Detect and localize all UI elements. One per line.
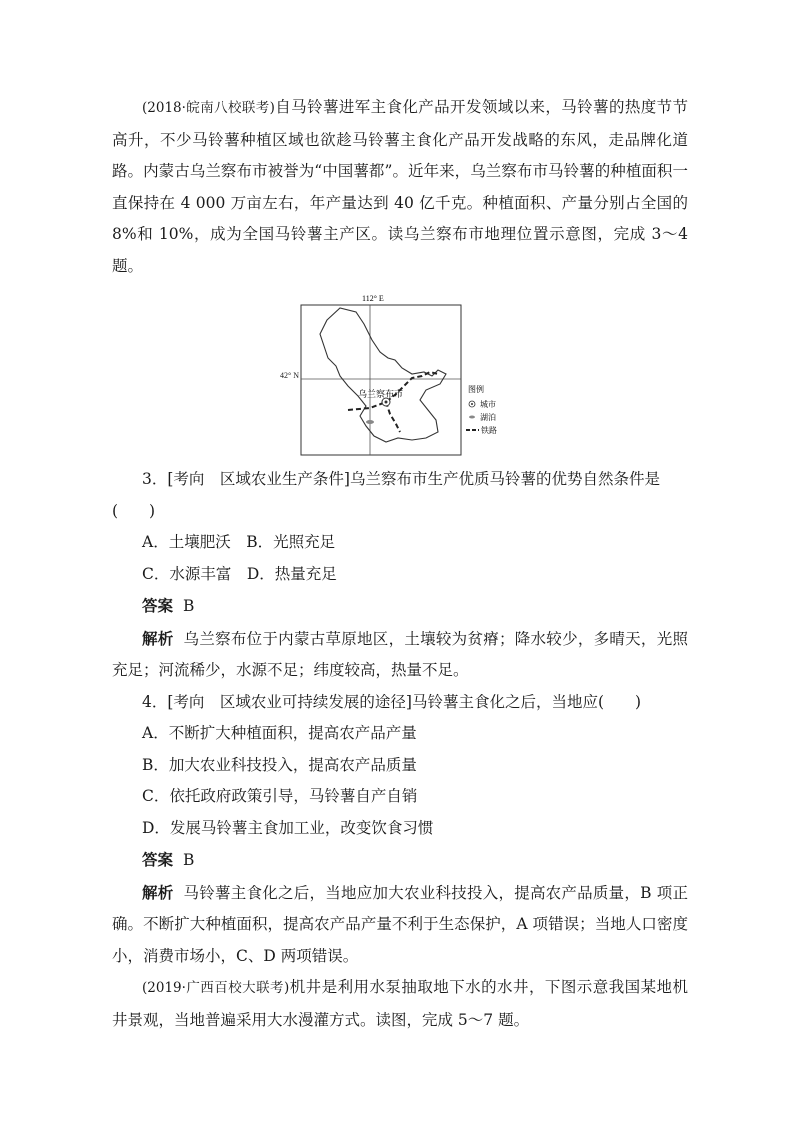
legend-lake-label: 湖泊 <box>480 413 496 422</box>
q3-blank: ( ) <box>112 501 156 520</box>
longitude-label: 112° E <box>362 294 384 303</box>
q4-option-d: D．发展马铃薯主食加工业，改变饮食习惯 <box>142 818 434 837</box>
q3-analysis <box>112 623 688 687</box>
lake-shape <box>366 420 374 424</box>
ulanqab-location-map <box>112 290 688 460</box>
source-note: (2018·皖南八校联考) <box>142 100 275 116</box>
intro-text: 机井是利用水泵抽取地下水的水井，下图示意我国某地机井景观，当地普遍采用大水漫灌方式。读图，完成 5～7 题。 <box>112 978 688 1029</box>
q3-options-row-2: C．水源丰富 D．热量充足 <box>142 564 337 583</box>
legend-title: 图例 <box>468 385 484 394</box>
analysis-text: 马铃薯主食化之后，当地应加大农业科技投入，提高农产品质量，B 项正确。不断扩大种植面积，提高农产品产量不利于生态保护，A 项错误；当地人口密度小，消费市场小，C、D 两项错误。 <box>112 883 688 965</box>
analysis-label: 解析 <box>142 882 174 902</box>
map-svg <box>300 290 500 460</box>
intro-paragraph-2 <box>112 972 688 1036</box>
q4-answer <box>112 844 688 877</box>
q4-option-b: B．加大农业科技投入，提高农产品质量 <box>142 755 417 774</box>
answer-value: B <box>183 597 195 615</box>
region-boundary <box>320 308 446 442</box>
q4-stem: 4．[考向 区域农业可持续发展的途径]马铃薯主食化之后，当地应( ) <box>142 692 642 711</box>
analysis-label: 解析 <box>142 628 174 648</box>
q3-options-row-1: A．土壤肥沃 B．光照充足 <box>142 533 336 551</box>
intro-paragraph-1 <box>112 92 688 282</box>
answer-value: B <box>183 851 195 869</box>
source-note: (2019·广西百校大联考) <box>142 980 290 996</box>
city-marker-dot <box>385 401 388 404</box>
lake-icon <box>469 416 475 419</box>
legend-city-label: 城市 <box>480 400 496 409</box>
q4-analysis <box>112 877 688 973</box>
q4-option-c: C．依托政府政策引导，马铃薯自产自销 <box>142 787 418 805</box>
latitude-label: 42° N <box>280 371 299 380</box>
q4-option-a: A．不断扩大种植面积，提高农产品产量 <box>142 724 417 742</box>
intro-text: 自马铃薯进军主食化产品开发领域以来，马铃薯的热度节节高升，不少马铃薯种植区域也欲趁马铃薯主食化产品开发战略的东风，走品牌化道路。内蒙古乌兰察布市被誉为“中国薯都”。近年来，乌兰察布市马铃薯的种植面积一直保持在 4 000 万亩左右，年产量达到 40 亿千克。种植面积、产量分别占全国的 8%和 10%，成为全国马铃薯主产区。读乌兰察布市地理位置示意图，完成 3～4 题。 <box>112 98 688 275</box>
legend-railway-label: 铁路 <box>481 426 497 435</box>
railway-branch <box>386 402 400 432</box>
city-label: 乌兰察布市 <box>358 389 404 399</box>
city-icon-dot <box>471 403 473 405</box>
answer-label: 答案 <box>142 850 174 869</box>
answer-label: 答案 <box>142 596 174 615</box>
q3-answer <box>112 590 688 623</box>
q3-stem: 3．[考向 区域农业生产条件]乌兰察布市生产优质马铃薯的优势自然条件是 <box>142 470 660 488</box>
analysis-text: 乌兰察布位于内蒙古草原地区，土壤较为贫瘠；降水较少，多晴天，光照充足；河流稀少，水源不足；纬度较高，热量不足。 <box>112 629 688 679</box>
exam-page <box>112 92 688 1036</box>
